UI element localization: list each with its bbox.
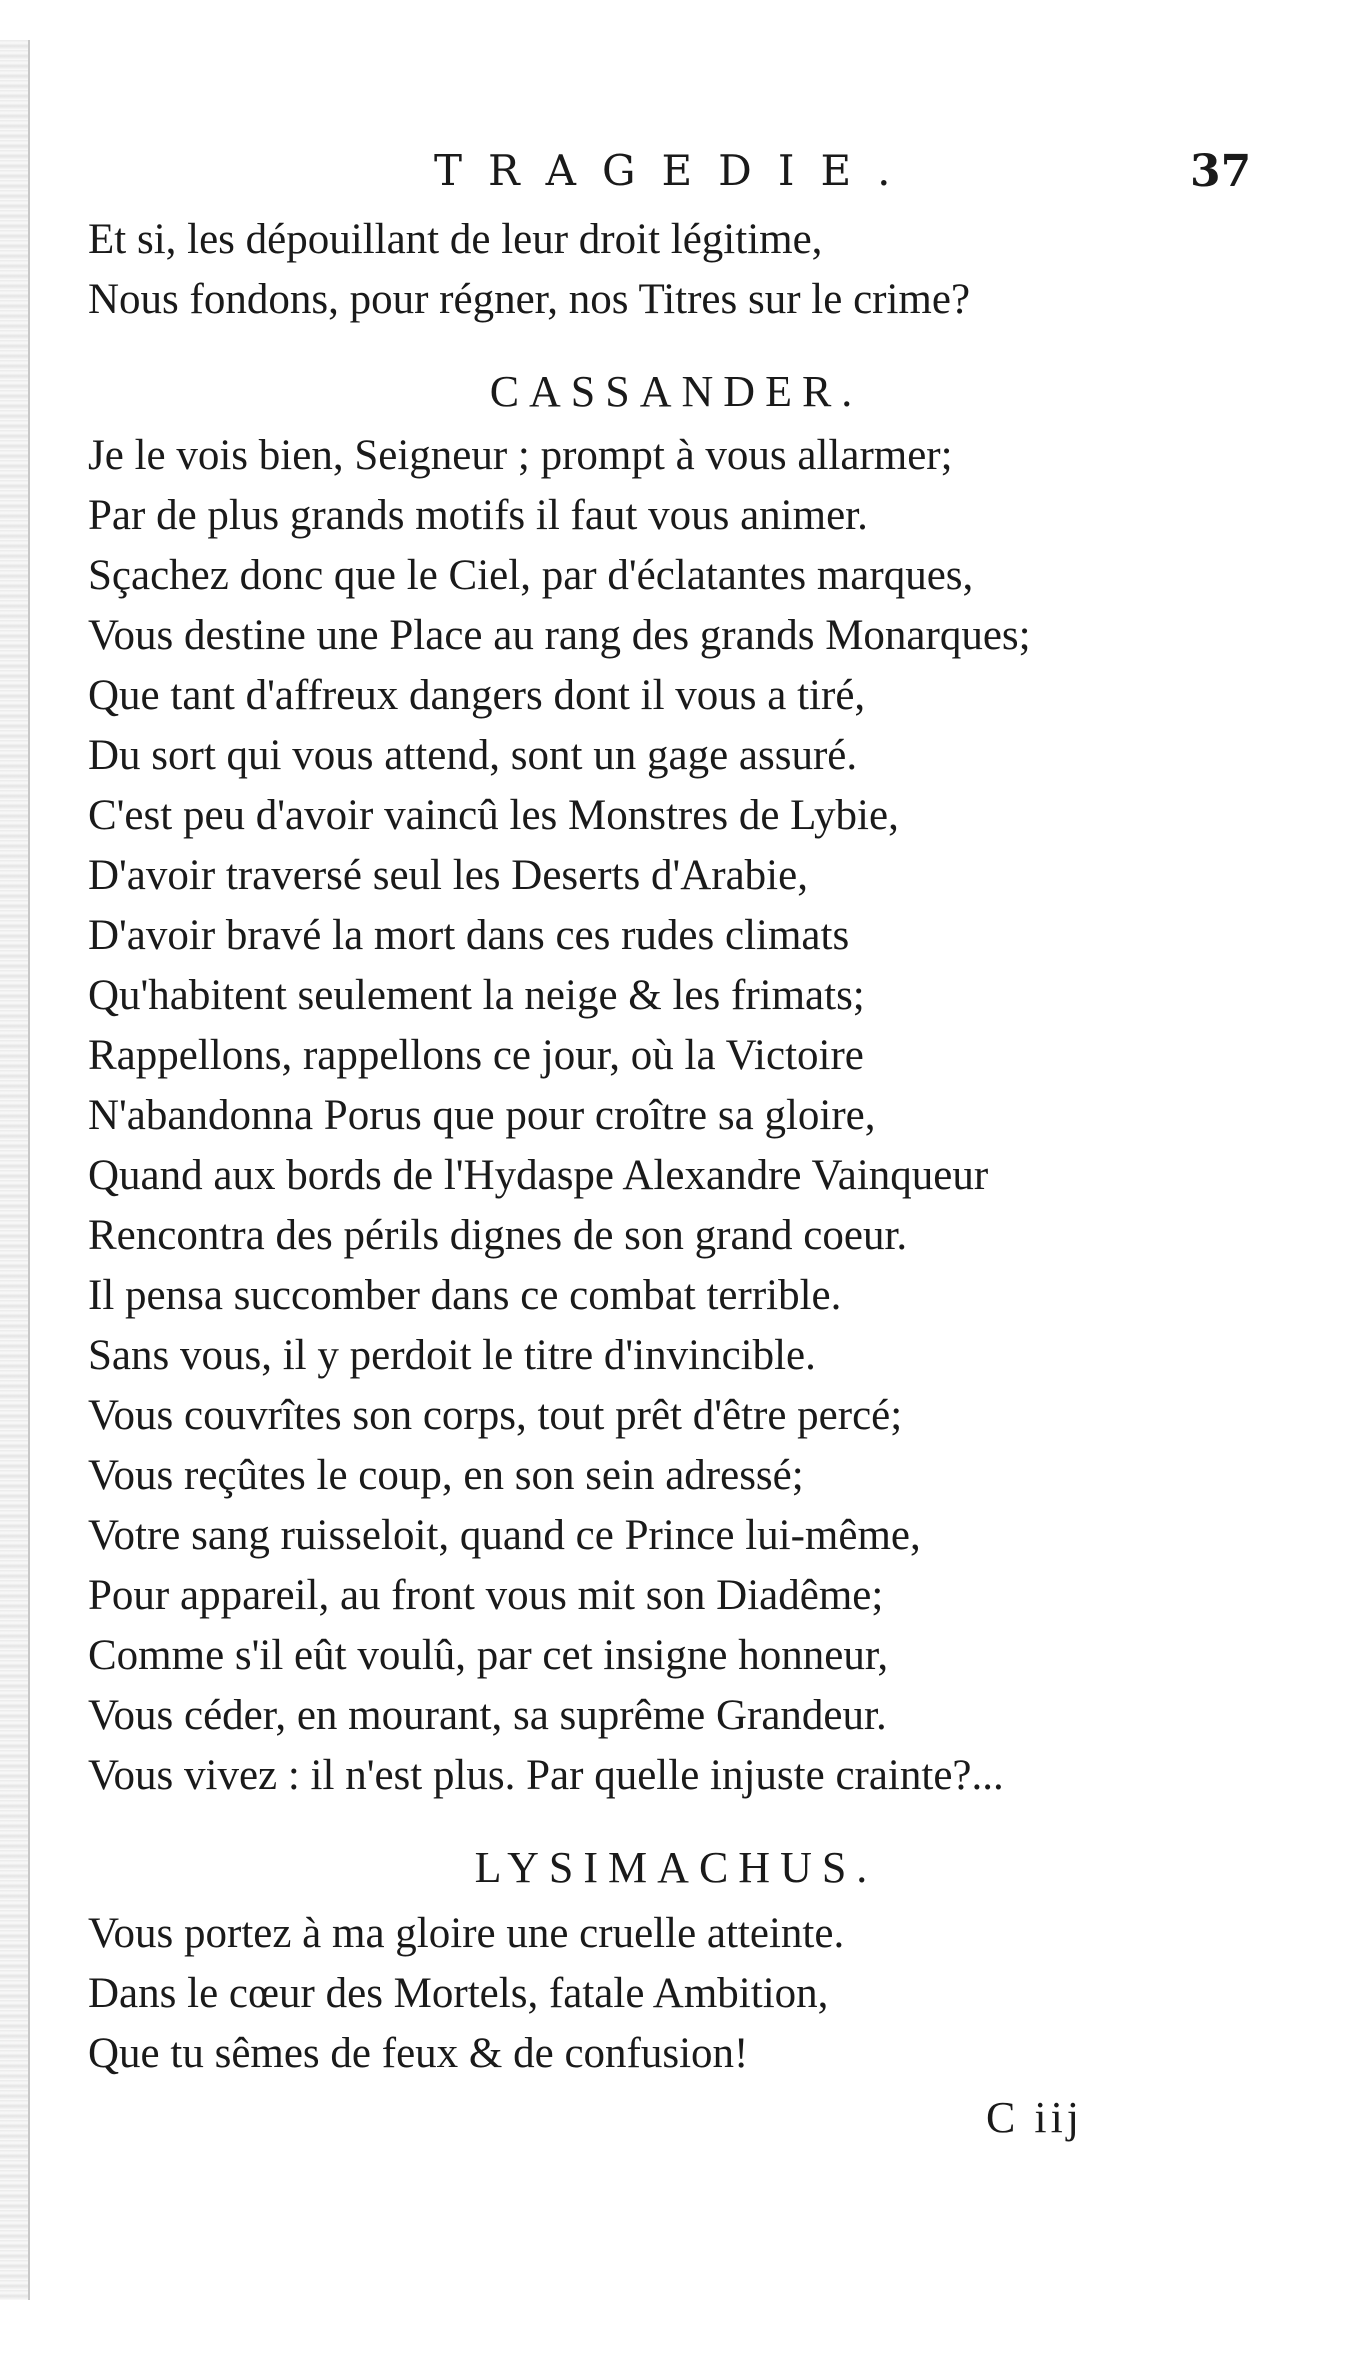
verse-line: Rappellons, rappellons ce jour, où la Victoire (88, 1032, 864, 1079)
verse-line: Vous couvrîtes son corps, tout prêt d'être percé; (88, 1392, 903, 1439)
speaker-name: CASSANDER. (489, 367, 863, 416)
verse-line: Je le vois bien, Seigneur ; prompt à vous allarmer; (88, 432, 953, 479)
verse-line: Par de plus grands motifs il faut vous animer. (88, 492, 868, 539)
verse-line: Et si, les dépouillant de leur droit légitime, (88, 216, 823, 263)
verse-line: C'est peu d'avoir vaincû les Monstres de Lybie, (88, 792, 899, 839)
verse-line: Nous fondons, pour régner, nos Titres sur le crime? (88, 276, 971, 323)
verse-line: Vous vivez : il n'est plus. Par quelle injuste crainte?... (88, 1752, 1004, 1799)
verse-line: Vous destine une Place au rang des grands Monarques; (88, 612, 1031, 659)
verse-line: Vous céder, en mourant, sa suprême Grandeur. (88, 1692, 887, 1739)
verse-line: Dans le cœur des Mortels, fatale Ambition, (88, 1970, 829, 2017)
verse-line: Que tant d'affreux dangers dont il vous a tiré, (88, 672, 866, 719)
verse-line: Vous reçûtes le coup, en son sein adressé; (88, 1452, 804, 1499)
page-number: 37 (1190, 146, 1252, 197)
verse-line: Pour appareil, au front vous mit son Diadême; (88, 1572, 884, 1619)
verse-line: N'abandonna Porus que pour croître sa gloire, (88, 1092, 876, 1139)
verse-line: Sans vous, il y perdoit le titre d'invincible. (88, 1332, 816, 1379)
verse-line: D'avoir bravé la mort dans ces rudes climats (88, 912, 850, 959)
verse-line: Vous portez à ma gloire une cruelle atteinte. (88, 1910, 845, 1957)
verse-line: Sçachez donc que le Ciel, par d'éclatantes marques, (88, 552, 974, 599)
verse-line: Que tu sêmes de feux & de confusion! (88, 2030, 749, 2077)
verse-line: Il pensa succomber dans ce combat terrible. (88, 1272, 842, 1319)
verse-line: Rencontra des périls dignes de son grand coeur. (88, 1212, 908, 1259)
verse-line: Votre sang ruisseloit, quand ce Prince lui-même, (88, 1512, 921, 1559)
running-head: TRAGEDIE. (434, 146, 917, 195)
verse-line: Quand aux bords de l'Hydaspe Alexandre Vainqueur (88, 1152, 989, 1199)
signature-mark: C iij (986, 2093, 1084, 2142)
verse-line: D'avoir traversé seul les Deserts d'Arabie, (88, 852, 808, 899)
verse-line: Du sort qui vous attend, sont un gage assuré. (88, 732, 858, 779)
verse-line: Comme s'il eût voulû, par cet insigne honneur, (88, 1632, 889, 1679)
speaker-name: LYSIMACHUS. (474, 1843, 878, 1892)
verse-line: Qu'habitent seulement la neige & les frimats; (88, 972, 865, 1019)
